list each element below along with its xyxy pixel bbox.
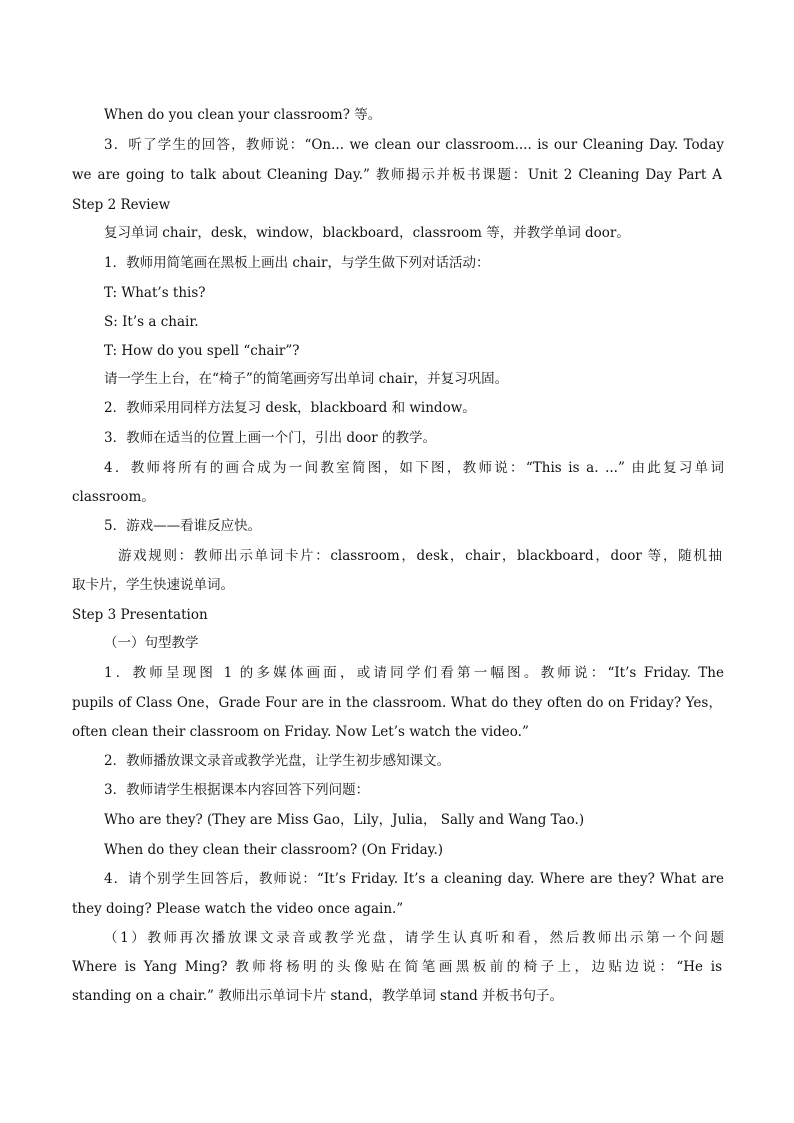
- text-line: 5．游戏——看谁反应快。: [104, 518, 262, 534]
- text-line: 3．教师在适当的位置上画一个门，引出 door 的教学。: [104, 430, 437, 446]
- text-line: When do you clean your classroom? 等。: [104, 107, 382, 123]
- text-line: we are going to talk about Cleaning Day.” 教师揭示并板书课题：Unit 2 Cleaning Day Part A: [72, 167, 722, 183]
- text-line: T: What’s this?: [104, 285, 206, 301]
- section-heading: Step 2 Review: [72, 197, 171, 213]
- text-line: Where is Yang Ming? 教师将杨明的头像贴在简笔画黑板前的椅子上，边贴边说：“He is: [72, 959, 722, 975]
- text-line: Who are they? (They are Miss Gao，Lily，Julia， Sally and Wang Tao.): [104, 812, 585, 828]
- subsection-heading: （一）句型教学: [104, 635, 199, 651]
- text-line: 复习单词 chair，desk，window，blackboard，classroom 等，并教学单词 door。: [104, 225, 630, 241]
- text-line: 3．听了学生的回答，教师说：“On... we clean our classroom.... is our Cleaning Day. Today: [104, 137, 724, 153]
- text-line: 游戏规则：教师出示单词卡片：classroom，desk，chair，blackboard，door 等，随机抽: [118, 548, 722, 564]
- text-line: 取卡片，学生快速说单词。: [72, 577, 234, 593]
- text-line: T: How do you spell “chair”?: [104, 343, 300, 359]
- text-line: 请一学生上台，在“椅子”的简笔画旁写出单词 chair，并复习巩固。: [104, 371, 509, 387]
- text-line: standing on a chair.” 教师出示单词卡片 stand，教学单词 stand 并板书句子。: [72, 988, 564, 1004]
- section-heading: Step 3 Presentation: [72, 607, 208, 623]
- text-line: When do they clean their classroom? (On Friday.): [104, 842, 444, 858]
- text-line: pupils of Class One，Grade Four are in the classroom. What do they often do on Friday? Yes，: [72, 695, 722, 711]
- text-line: （1）教师再次播放课文录音或教学光盘，请学生认真听和看，然后教师出示第一个问题: [104, 930, 724, 946]
- text-line: often clean their classroom on Friday. Now Let’s watch the video.”: [72, 724, 529, 740]
- text-line: classroom。: [72, 489, 155, 505]
- text-line: S: It’s a chair.: [104, 314, 199, 330]
- text-line: 2．教师播放课文录音或教学光盘，让学生初步感知课文。: [104, 753, 451, 769]
- text-line: 1．教师用简笔画在黑板上画出 chair，与学生做下列对话活动：: [104, 255, 490, 271]
- text-line: 3．教师请学生根据课本内容回答下列问题：: [104, 782, 370, 798]
- text-line: they doing? Please watch the video once again.”: [72, 901, 404, 917]
- text-line: 4．教师将所有的画合成为一间教室简图，如下图，教师说：“This is a. ...” 由此复习单词: [104, 460, 724, 476]
- text-line: 4．请个别学生回答后，教师说：“It’s Friday. It’s a cleaning day. Where are they? What are: [104, 871, 724, 887]
- text-line: 2．教师采用同样方法复习 desk，blackboard 和 window。: [104, 400, 476, 416]
- text-line: 1．教师呈现图 1 的多媒体画面，或请同学们看第一幅图。教师说：“It’s Friday. The: [104, 665, 724, 681]
